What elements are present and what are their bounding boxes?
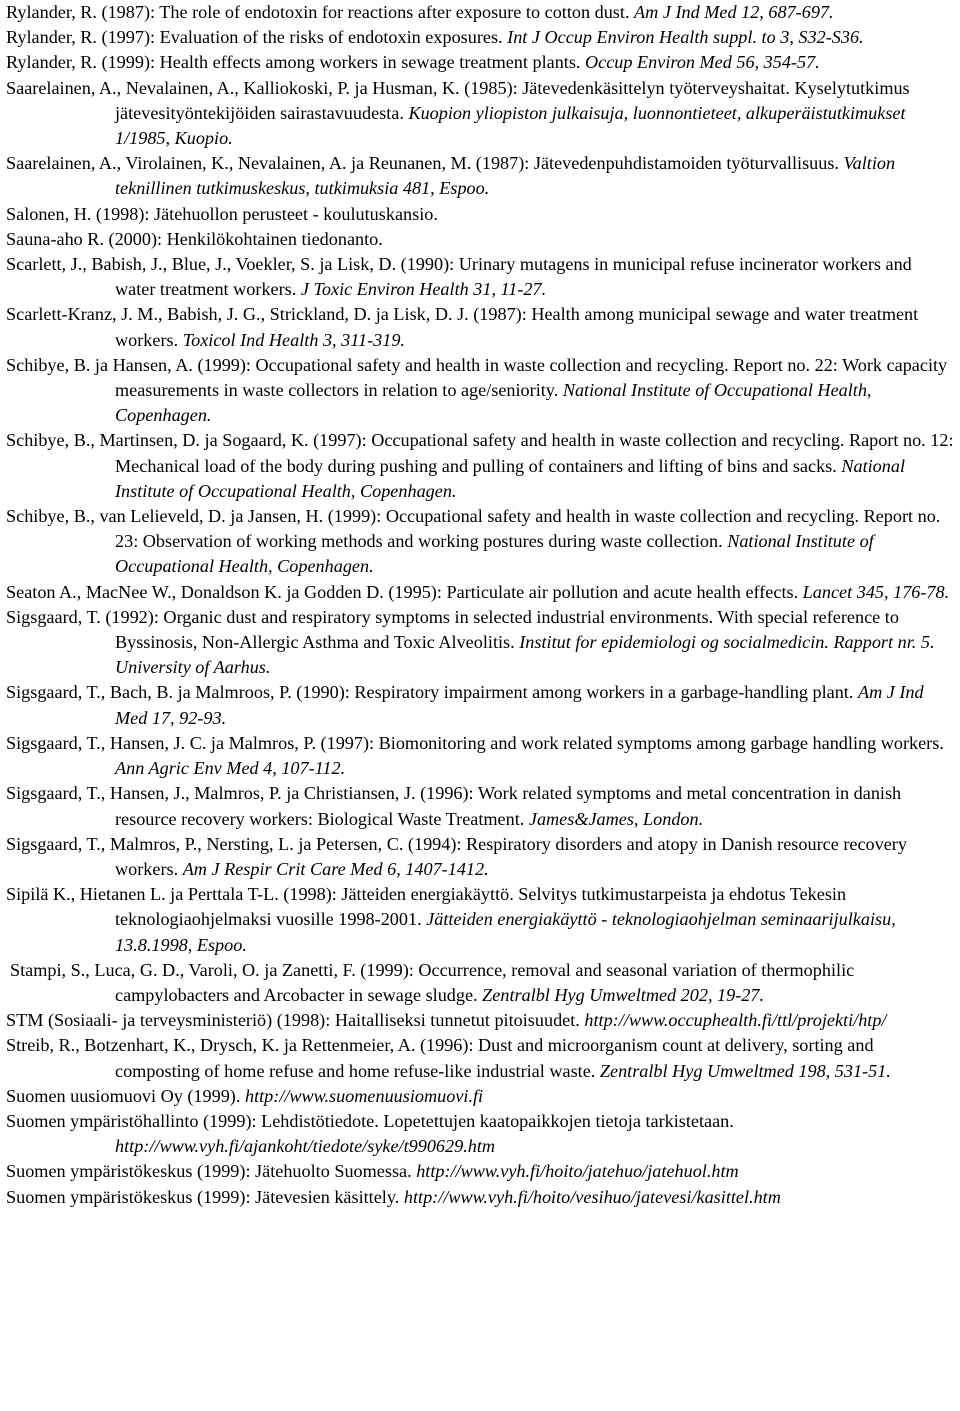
- reference-text: Sigsgaard, T., Malmros, P., Nersting, L. ja Petersen, C. (1994): Respiratory disorders and atopy in Danish resource recovery workers.: [6, 833, 907, 879]
- reference-source: National Institute of Occupational Health, Copenhagen.: [115, 531, 874, 577]
- reference-entry: [6, 1159, 954, 1184]
- reference-text: Scarlett-Kranz, J. M., Babish, J. G., Strickland, D. ja Lisk, D. J. (1987): Health among municipal sewage and water treatment workers.: [6, 304, 919, 350]
- reference-text: Schibye, B., Martinsen, D. ja Sogaard, K. (1997): Occupational safety and health in waste collection and recycling. Raport no. 12: Mechanical load of the body during pushing and pulling of containers and lifting of bins and sacks.: [6, 430, 954, 476]
- reference-text: Sigsgaard, T., Hansen, J., Malmros, P. ja Christiansen, J. (1996): Work related symptoms and metal concentration in danish resource recovery workers: Biological Waste Treatment.: [6, 783, 902, 829]
- reference-entry: [6, 50, 954, 75]
- reference-source: http://www.vyh.fi/ajankoht/tiedote/syke/t990629.htm: [115, 1136, 496, 1157]
- reference-text: Streib, R., Botzenhart, K., Drysch, K. ja Rettenmeier, A. (1996): Dust and microorganism count at delivery, sorting and composting of home refuse and home refuse-like industrial waste.: [6, 1035, 874, 1081]
- reference-text: Suomen ympäristökeskus (1999): Jätevesien käsittely.: [6, 1186, 404, 1207]
- reference-entry: [6, 227, 954, 252]
- reference-text: Schibye, B., van Lelieveld, D. ja Jansen, H. (1999): Occupational safety and health in waste collection and recycling. Report no. 23: Observation of working methods and working postures during waste collection.: [6, 506, 941, 552]
- reference-source: Institut for epidemiologi og socialmedicin. Rapport nr. 5. University of Aarhus.: [115, 632, 935, 678]
- reference-entry: [6, 832, 954, 882]
- reference-source: Am J Respir Crit Care Med 6, 1407-1412.: [182, 858, 489, 879]
- reference-text: Salonen, H. (1998): Jätehuollon perusteet - koulutuskansio.: [6, 203, 438, 224]
- reference-entry: [6, 0, 954, 25]
- reference-text: Schibye, B. ja Hansen, A. (1999): Occupational safety and health in waste collection and recycling. Report no. 22: Work capacity measurements in waste collectors in relation to age/seniority.: [6, 354, 948, 401]
- reference-entry: [6, 1185, 954, 1210]
- reference-source: Toxicol Ind Health 3, 311-319.: [182, 329, 405, 350]
- reference-entry: [6, 202, 954, 227]
- reference-source: Int J Occup Environ Health suppl. to 3, S32-S36.: [507, 27, 864, 48]
- reference-text: Saarelainen, A., Nevalainen, A., Kalliokoski, P. ja Husman, K. (1985): Jätevedenkäsittelyn työterveyshaitat. Kyselytutkimus jätevesityöntekijöiden sairastavuudesta.: [6, 77, 910, 123]
- reference-text: Suomen uusiomuovi Oy (1999).: [6, 1085, 245, 1106]
- reference-source: http://www.vyh.fi/hoito/vesihuo/jatevesi/kasittel.htm: [403, 1186, 781, 1207]
- reference-source: Am J Ind Med 17, 92-93.: [115, 682, 924, 728]
- reference-entry: [6, 302, 954, 352]
- reference-entry: [6, 76, 954, 152]
- reference-entry: [6, 151, 954, 201]
- reference-text: Sigsgaard, T., Hansen, J. C. ja Malmros, P. (1997): Biomonitoring and work related symptoms among garbage handling workers.: [6, 732, 944, 753]
- reference-text: Stampi, S., Luca, G. D., Varoli, O. ja Zanetti, F. (1999): Occurrence, removal and seasonal variation of thermophilic campylobacters and Arcobacter in sewage sludge.: [10, 959, 855, 1005]
- reference-source: National Institute of Occupational Health, Copenhagen.: [115, 455, 906, 501]
- reference-source: James&James, London.: [528, 808, 704, 829]
- reference-text: Seaton A., MacNee W., Donaldson K. ja Godden D. (1995): Particulate air pollution and acute health effects.: [6, 581, 803, 602]
- reference-entry: [6, 680, 954, 730]
- reference-text: Rylander, R. (1987): The role of endotoxin for reactions after exposure to cotton dust.: [6, 2, 635, 22]
- reference-entry: [6, 1008, 954, 1033]
- reference-source: Zentralbl Hyg Umweltmed 202, 19-27.: [482, 984, 765, 1005]
- reference-entry: [6, 25, 954, 50]
- reference-entry: [6, 353, 954, 429]
- reference-text: Suomen ympäristökeskus (1999): Jätehuolto Suomessa.: [6, 1161, 417, 1182]
- reference-text: Sigsgaard, T. (1992): Organic dust and respiratory symptoms in selected industrial environments. With special reference to Byssinosis, Non-Allergic Asthma and Toxic Alveolitis.: [6, 606, 899, 653]
- reference-text: Suomen ympäristöhallinto (1999): Lehdistötiedote. Lopetettujen kaatopaikkojen tietoja tarkistetaan.: [6, 1110, 734, 1131]
- reference-source: Valtion teknillinen tutkimuskeskus, tutkimuksia 481, Espoo.: [115, 153, 896, 199]
- reference-entry: [6, 1084, 954, 1109]
- reference-source: J Toxic Environ Health 31, 11-27.: [300, 279, 547, 300]
- reference-entry: [6, 504, 954, 580]
- reference-text: Rylander, R. (1997): Evaluation of the risks of endotoxin exposures.: [6, 27, 508, 48]
- reference-source: Lancet 345, 176-78.: [802, 581, 950, 602]
- reference-entry: [6, 1033, 954, 1083]
- reference-source: Jätteiden energiakäyttö - teknologiaohjelman seminaarijulkaisu, 13.8.1998, Espoo.: [115, 909, 896, 955]
- reference-entry: [6, 731, 954, 781]
- reference-source: http://www.suomenuusiomuovi.fi: [244, 1085, 484, 1106]
- reference-source: Am J Ind Med 12, 687-697.: [634, 2, 834, 22]
- reference-text: Rylander, R. (1999): Health effects among workers in sewage treatment plants.: [6, 52, 586, 73]
- reference-text: Saarelainen, A., Virolainen, K., Nevalainen, A. ja Reunanen, M. (1987): Jätevedenpuhdistamoiden työturvallisuus.: [6, 153, 844, 174]
- reference-text: Sipilä K., Hietanen L. ja Perttala T-L. (1998): Jätteiden energiakäyttö. Selvitys tutkimustarpeista ja ehdotus Tekesin teknologiaohjelmaksi vuosille 1998-2001.: [6, 884, 847, 930]
- reference-entry: [6, 580, 954, 605]
- reference-source: Zentralbl Hyg Umweltmed 198, 531-51.: [599, 1060, 891, 1081]
- reference-text: Scarlett, J., Babish, J., Blue, J., Voekler, S. ja Lisk, D. (1990): Urinary mutagens in municipal refuse incinerator workers and water treatment workers.: [6, 254, 912, 300]
- reference-entry: [6, 428, 954, 504]
- reference-source: Kuopion yliopiston julkaisuja, luonnontieteet, alkuperäistutkimukset 1/1985, Kuopio.: [115, 102, 906, 149]
- reference-text: Sigsgaard, T., Bach, B. ja Malmroos, P. (1990): Respiratory impairment among workers in a garbage-handling plant.: [6, 682, 858, 703]
- reference-text: Sauna-aho R. (2000): Henkilökohtainen tiedonanto.: [6, 228, 383, 249]
- reference-entry: [6, 882, 954, 958]
- reference-source: Ann Agric Env Med 4, 107-112.: [115, 758, 346, 779]
- reference-entry: [6, 958, 954, 1008]
- reference-source: http://www.vyh.fi/hoito/jatehuo/jatehuol.htm: [416, 1161, 739, 1182]
- reference-source: Occup Environ Med 56, 354-57.: [585, 52, 820, 73]
- reference-source: http://www.occuphealth.fi/ttl/projekti/htp/: [584, 1010, 887, 1031]
- reference-entry: [6, 252, 954, 302]
- reference-entry: [6, 781, 954, 831]
- reference-text: STM (Sosiaali- ja terveysministeriö) (1998): Haitalliseksi tunnetut pitoisuudet.: [6, 1010, 585, 1031]
- reference-entry: [6, 1109, 954, 1159]
- reference-entry: [6, 605, 954, 681]
- reference-source: National Institute of Occupational Health, Copenhagen.: [115, 380, 872, 426]
